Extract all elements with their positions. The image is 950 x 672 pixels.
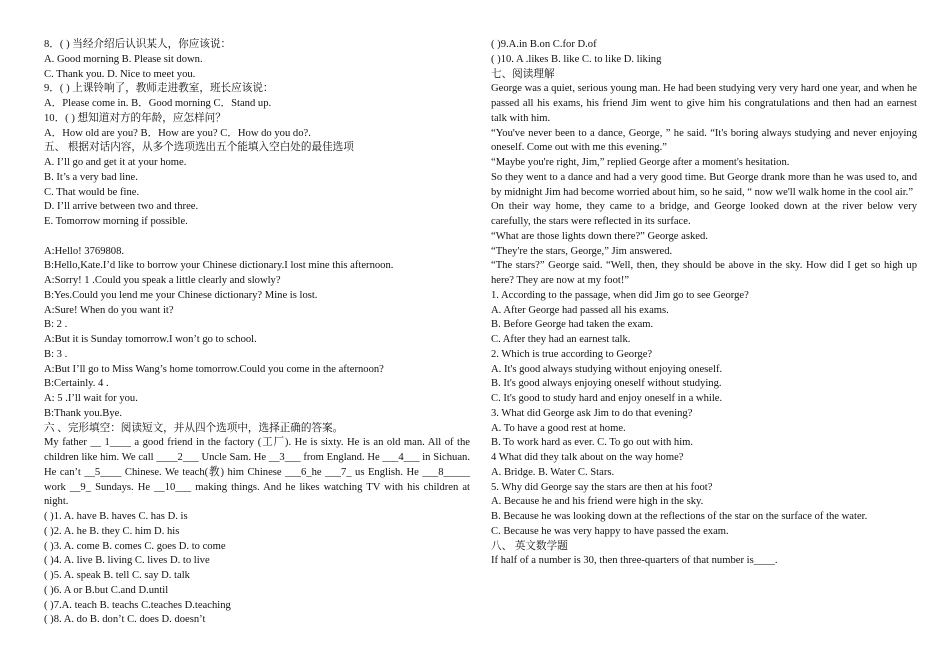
reading-question: 3. What did George ask Jim to do that evening? (491, 407, 693, 419)
dialogue-line: A:But I’ll go to Miss Wang’s home tomorrow.Could you come in the afternoon? (44, 363, 384, 375)
reading-option: A. Bridge. B. Water C. Stars. (491, 466, 615, 478)
spacer (44, 230, 470, 245)
reading-option: C. It's good to study hard and enjoy oneself in a while. (491, 393, 723, 404)
reading-option: B. To work hard as ever. C. To go out with him. (491, 437, 694, 449)
cloze-choice: ( )9.A.in B.on C.for D.of (491, 39, 597, 50)
dialogue-line: A:Sorry! 1 .Could you speak a little clearly and slowly? (44, 275, 281, 286)
reading-paragraph: So they went to a dance and had a very good time. But George drank more than he was used to, and by midnight Jim had become worried about him, so he said, “ now we'll walk home in the cool air.” (491, 171, 917, 198)
dialogue-line: B: 2 . (44, 319, 68, 331)
dialogue-line: A: 5 .I’ll wait for you. (44, 393, 138, 404)
question-8-options-ab: A. Good morning B. Please sit down. (44, 53, 203, 65)
cloze-choice: ( )3. A. come B. comes C. goes D. to come (44, 540, 226, 552)
question-10-stem: 10．( ) 想知道对方的年龄，应怎样问？ (44, 112, 226, 124)
section-5-option: B. It’s a very bad line. (44, 171, 138, 183)
right-column (491, 38, 917, 569)
reading-paragraph: On their way home, they came to a bridge, and George looked down at the river below very carefully, the stars were reflected in its surface. (491, 201, 917, 227)
section-6-title: 六 、完形填空：阅读短文，并从四个选项中，选择正确的答案。 (44, 422, 344, 434)
dialogue-line: B:Certainly. 4 . (44, 378, 109, 390)
math-question: If half of a number is 30, then three-quarters of that number is____. (491, 555, 778, 567)
reading-option: B. Before George had taken the exam. (491, 319, 654, 331)
reading-question: 5. Why did George say the stars are then at his foot? (491, 481, 713, 493)
reading-paragraph: “The stars?” George said. “Well, then, they should be above in the sky. How did I get so high up here? They are now at my foot!” (491, 260, 917, 286)
cloze-choice: ( )5. A. speak B. tell C. say D. talk (44, 570, 190, 581)
dialogue-line: B:Hello,Kate.I’d like to borrow your Chinese dictionary.I lost mine this afternoon. (44, 260, 394, 272)
question-9-stem: 9．( ) 上课铃响了，教师走进教室，班长应该说： (44, 83, 274, 95)
reading-option: C. Because he was very happy to have passed the exam. (491, 525, 729, 537)
question-9-options: A．Please come in. B．Good morning C．Stand up. (44, 98, 272, 109)
section-8-title: 八、 英文数学题 (491, 540, 568, 552)
reading-option: B. It's good always enjoying oneself without studying. (491, 378, 722, 390)
dialogue-line: B:Thank you.Bye. (44, 407, 122, 419)
cloze-choice: ( )6. A or B.but C.and D.until (44, 584, 169, 596)
dialogue-line: A:Hello! 3769808. (44, 245, 125, 257)
section-5-option: D. I’ll arrive between two and three. (44, 201, 199, 213)
question-8-options-cd: C. Thank you. D. Nice to meet you. (44, 68, 196, 80)
dialogue-line: B:Yes.Could you lend me your Chinese dictionary? Mine is lost. (44, 289, 318, 301)
section-7-title: 七、阅读理解 (491, 68, 555, 80)
reading-option: A. It's good always studying without enjoying oneself. (491, 363, 723, 375)
dialogue-line: A:But it is Sunday tomorrow.I won’t go to school. (44, 334, 257, 345)
cloze-choice: ( )4. A. live B. living C. lives D. to live (44, 555, 210, 567)
reading-question: 2. Which is true according to George? (491, 348, 653, 360)
cloze-choice: ( )1. A. have B. haves C. has D. is (44, 511, 188, 522)
reading-paragraph: “What are those lights down there?” George asked. (491, 230, 708, 242)
cloze-choice: ( )10. A .likes B. like C. to like D. liking (491, 53, 662, 65)
cloze-choice: ( )2. A. he B. they C. him D. his (44, 525, 180, 537)
reading-question: 4 What did they talk about on the way home? (491, 452, 684, 463)
question-10-options: A．How old are you? B．How are you? C．How do you do?. (44, 127, 311, 139)
reading-option: A. Because he and his friend were high in the sky. (491, 496, 704, 508)
section-5-title: 五、 根据对话内容，从多个选项选出五个能填入空白处的最佳选项 (44, 142, 354, 154)
reading-option: A. To have a good rest at home. (491, 422, 626, 434)
section-5-option: A. I’ll go and get it at your home. (44, 157, 187, 168)
dialogue-line: B: 3 . (44, 348, 68, 360)
reading-paragraph: “Maybe you're right, Jim,” replied George after a moment's hesitation. (491, 157, 790, 168)
question-8-stem: 8．( ) 当经介绍后认识某人，你应该说： (44, 39, 232, 50)
cloze-passage: My father __ 1____ a good friend in the factory (工厂). He is sixty. He is an old man. All of the children like him. We call ____2___ Uncle Sam. He __3___ from England. He ___4___ in Sichuan. He can’t __5____ Chinese. We teach(教) him Chinese ___6_he ___7_ us English. He ___8_____ work __9_ Sundays. He __10___ making things. And he likes watching TV with his children at night. (44, 437, 470, 508)
reading-question: 1. According to the passage, when did Jim go to see George? (491, 289, 749, 301)
dialogue-line: A:Sure! When do you want it? (44, 304, 174, 316)
cloze-choice: ( )7.A. teach B. teachs C.teaches D.teaching (44, 599, 231, 611)
reading-paragraph: “They're the stars, George,” Jim answered. (491, 245, 673, 257)
reading-paragraph: “You've never been to a dance, George, ” he said. “It's boring always studying and never enjoying oneself. Come out with me this evening.” (491, 127, 917, 154)
reading-paragraph: George was a quiet, serious young man. He had been studying very very hard one year, and when he passed all his exams, his friend Jim went to give him his congratulations and then had an earnest talk with him. (491, 83, 917, 124)
section-5-option: E. Tomorrow morning if possible. (44, 216, 188, 227)
reading-option: A. After George had passed all his exams. (491, 304, 669, 316)
reading-option: C. After they had an earnest talk. (491, 334, 631, 345)
section-5-option: C. That would be fine. (44, 186, 140, 198)
reading-option: B. Because he was looking down at the reflections of the star on the surface of the water. (491, 511, 868, 522)
cloze-choice: ( )8. A. do B. don’t C. does D. doesn’t (44, 614, 206, 626)
left-column (44, 38, 470, 628)
